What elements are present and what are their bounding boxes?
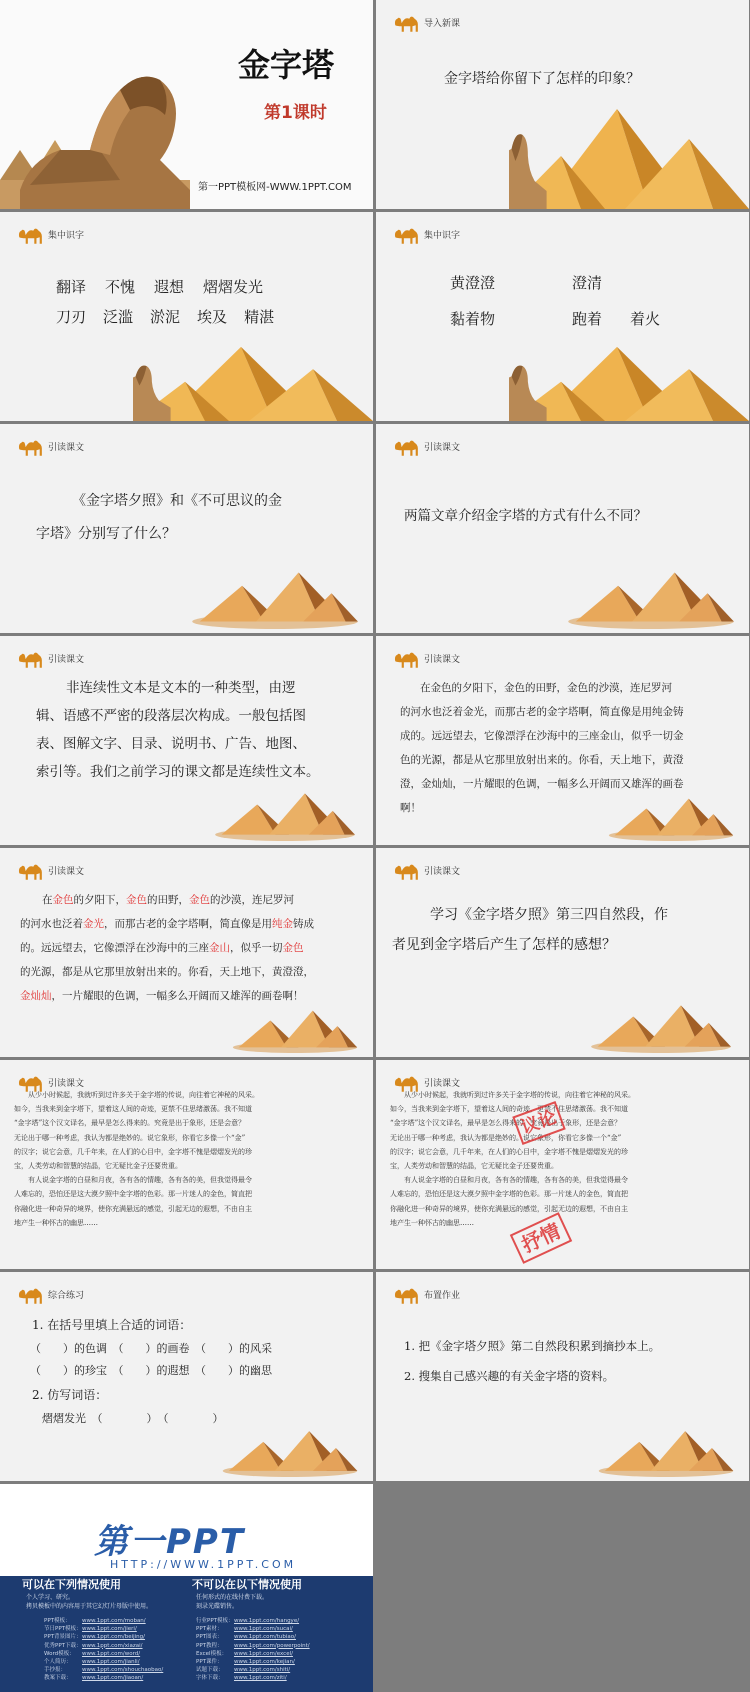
paragraph-line: 非连续性文本是文本的一种类型，由逻 bbox=[66, 680, 296, 696]
paragraph-line: 人难忘的，恐怕还是这大漠夕照中金字塔的色彩。那一片迷人的金色，简直把 bbox=[14, 1190, 252, 1199]
forbidden-title: 不可以在以下情况使用 bbox=[192, 1578, 302, 1591]
link-label: Excel模板： bbox=[196, 1650, 228, 1657]
allowed-title: 可以在下列情况使用 bbox=[22, 1578, 121, 1591]
site-link[interactable] bbox=[44, 1658, 163, 1666]
paragraph-line: 索引等。我们之前学习的课文都是连续性文本。 bbox=[36, 764, 320, 780]
link-label: PPT图表： bbox=[196, 1634, 223, 1641]
highlight: 金山 bbox=[209, 942, 230, 954]
slide-reading-1[interactable] bbox=[0, 424, 373, 633]
link-label: 字体下载： bbox=[196, 1675, 224, 1682]
link-url[interactable]: www.1ppt.com/kejian/ bbox=[234, 1659, 295, 1666]
word-row-1 bbox=[56, 276, 263, 297]
slide-reading-2[interactable] bbox=[376, 424, 749, 633]
paragraph-line: 人难忘的，恐怕还是这大漠夕照中金字塔的色彩。那一片迷人的金色，简直把 bbox=[390, 1190, 628, 1199]
word: 着火 bbox=[630, 310, 661, 328]
link-url[interactable]: www.1ppt.com/moban/ bbox=[82, 1618, 146, 1624]
pyramids-image bbox=[185, 565, 365, 629]
link-label: PPT模板： bbox=[44, 1618, 71, 1624]
pyramids-image bbox=[591, 1425, 741, 1477]
site-link[interactable] bbox=[196, 1674, 310, 1682]
camel-icon bbox=[16, 222, 44, 246]
site-link[interactable] bbox=[44, 1642, 163, 1650]
stamp-text: 议论 bbox=[518, 1106, 560, 1139]
highlight: 金色 bbox=[282, 942, 304, 954]
site-link[interactable] bbox=[196, 1650, 310, 1658]
question-line: 者见到金字塔后产生了怎样的感想？ bbox=[392, 937, 616, 953]
slide-reading-4[interactable] bbox=[376, 636, 749, 845]
slide-exercise[interactable] bbox=[0, 1272, 373, 1481]
word-row-2 bbox=[56, 306, 274, 327]
text: ，似乎一切 bbox=[230, 942, 283, 954]
camel-icon bbox=[16, 646, 44, 670]
question-line: 学习《金字塔夕照》第三四自然段，作 bbox=[430, 907, 668, 923]
paragraph-line: 无论出于哪一种考虑，我认为都是绝妙的。说它象形，你看它多像一个“金” bbox=[390, 1133, 622, 1142]
camel-icon bbox=[392, 858, 420, 882]
word: 遐想 bbox=[154, 278, 185, 296]
slide-ad[interactable] bbox=[0, 1484, 373, 1692]
logo-url[interactable]: HTTP://WWW.1PPT.COM bbox=[110, 1558, 297, 1571]
cover-title: 金字塔 bbox=[238, 46, 335, 84]
link-label: PPT素材： bbox=[196, 1626, 223, 1633]
link-url[interactable]: www.1ppt.com/beijing/ bbox=[82, 1634, 146, 1641]
word: 泛滥 bbox=[103, 308, 134, 326]
text: 的沙漠，连尼罗河 bbox=[210, 894, 294, 906]
camel-icon bbox=[16, 434, 44, 458]
link-url[interactable]: www.1ppt.com/sucai/ bbox=[234, 1626, 293, 1633]
camel-icon bbox=[16, 1282, 44, 1306]
highlight: 金光 bbox=[83, 918, 104, 930]
link-url[interactable]: www.1ppt.com/word/ bbox=[82, 1650, 141, 1657]
section-label: 引读课文 bbox=[424, 867, 461, 877]
link-label: 个人简历： bbox=[44, 1659, 72, 1666]
paragraph-line: 如今，当我来到金字塔下，望着这人间的奇迹，更禁不住思绪激荡。我不知道 bbox=[14, 1105, 252, 1114]
slide-words-1[interactable] bbox=[0, 212, 373, 421]
link-label: PPT教程： bbox=[196, 1642, 223, 1649]
paragraph-line: 你融化进一种奇异的境界，使你充满悬远的感觉，引起无边的遐想，不由自主 bbox=[14, 1204, 252, 1213]
homework-item: 2. 搜集自己感兴趣的有关金字塔的资料。 bbox=[404, 1369, 615, 1383]
highlight: 金灿灿 bbox=[20, 990, 52, 1002]
link-url[interactable]: www.1ppt.com/jiaoan/ bbox=[82, 1675, 144, 1682]
paragraph-line: 澄，金灿灿，一片耀眼的色调，一幅多么开阔而又雄浑的画卷 bbox=[400, 778, 684, 790]
exercise-row: （ ）的色调 （ ）的画卷 （ ）的风采 bbox=[30, 1342, 272, 1355]
exercise-q2: 2. 仿写词语： bbox=[32, 1388, 108, 1402]
site-link[interactable] bbox=[196, 1625, 310, 1633]
paragraph-line: 的汉字；说它会意，几千年来，在人们的心目中，金字塔不愧是熠熠发光的珍 bbox=[390, 1147, 628, 1156]
pyramids-sphinx-image bbox=[133, 341, 373, 421]
text: ，一片耀眼的色调，一幅多么开阔而又雄浑的画卷啊！ bbox=[51, 990, 304, 1002]
paragraph-line: 地产生一种怀古的幽思…… bbox=[390, 1218, 474, 1227]
link-label: Word模板： bbox=[44, 1650, 75, 1657]
text: 铸成 bbox=[293, 918, 314, 930]
link-label: 教案下载： bbox=[44, 1675, 72, 1682]
paragraph-line: 你融化进一种奇异的境界，使你充满悬远的感觉，引起无边的遐想，不由自主 bbox=[390, 1204, 628, 1213]
camel-icon bbox=[392, 434, 420, 458]
logo: 第一PPT bbox=[94, 1522, 246, 1562]
section-label: 引读课文 bbox=[424, 1079, 461, 1089]
text: 在 bbox=[42, 894, 53, 906]
link-url[interactable]: www.1ppt.com/hangye/ bbox=[234, 1618, 300, 1624]
section-label: 引读课文 bbox=[424, 443, 461, 453]
pyramids-image bbox=[215, 1425, 365, 1477]
word: 熠熠发光 bbox=[203, 278, 264, 296]
section-label: 综合练习 bbox=[48, 1291, 85, 1301]
text: 的。远远望去，它像漂浮在沙海中的三座 bbox=[20, 942, 209, 954]
highlight: 纯金 bbox=[272, 918, 293, 930]
paragraph-line: 的汉字；说它会意，几千年来，在人们的心目中，金字塔不愧是熠熠发光的珍 bbox=[14, 1147, 252, 1156]
paragraph-line: 无论出于哪一种考虑，我认为都是绝妙的。说它象形，你看它多像一个“金” bbox=[14, 1133, 246, 1142]
link-url[interactable]: www.1ppt.com/xiazai/ bbox=[82, 1642, 143, 1649]
section-label: 导入新课 bbox=[424, 19, 461, 29]
paragraph-line: 宝，人类劳动和智慧的结晶，它无疑比金子还要贵重。 bbox=[14, 1162, 182, 1171]
camel-icon bbox=[392, 222, 420, 246]
site-link[interactable] bbox=[44, 1666, 163, 1674]
link-label: 优秀PPT下载： bbox=[44, 1642, 82, 1649]
slide-homework[interactable] bbox=[376, 1272, 749, 1481]
section-label: 引读课文 bbox=[48, 655, 85, 665]
pyramids-sphinx-image bbox=[509, 101, 749, 209]
paragraph-line: 的河水也泛着金光，而那古老的金字塔啊，简直像是用纯金铸 bbox=[400, 706, 684, 718]
paragraph-line: 啊！ bbox=[400, 802, 421, 814]
paragraph-line bbox=[20, 888, 314, 912]
camel-icon bbox=[16, 858, 44, 882]
slide-cover[interactable] bbox=[0, 0, 373, 209]
word: 翻译 bbox=[56, 278, 87, 296]
forbidden-item: 任何形式的在线付费下载。 bbox=[196, 1594, 269, 1601]
paragraph-line: 有人说金字塔的白昼和月夜，各有各的情趣，各有各的美，但我觉得最令 bbox=[28, 1176, 252, 1185]
text: 的河水也泛着 bbox=[20, 918, 83, 930]
camel-icon bbox=[392, 1282, 420, 1306]
site-link[interactable] bbox=[44, 1650, 163, 1658]
paragraph-line: 在金色的夕阳下，金色的田野，金色的沙漠，连尼罗河 bbox=[420, 682, 672, 694]
pyramids-image bbox=[225, 1005, 365, 1053]
word: 澄清 bbox=[572, 274, 603, 292]
link-url[interactable]: www.1ppt.com/excel/ bbox=[234, 1650, 293, 1657]
link-label: 试题下载： bbox=[196, 1667, 224, 1674]
text: 的田野， bbox=[147, 894, 189, 906]
section-label: 引读课文 bbox=[48, 867, 85, 877]
link-label: 节日PPT模板： bbox=[44, 1626, 82, 1633]
paragraph-line: 辑、语感不严密的段落层次构成。一般包括图 bbox=[36, 708, 306, 724]
slide-reading-5[interactable] bbox=[0, 848, 373, 1057]
stamp-text: 抒情 bbox=[517, 1218, 565, 1258]
question-text: 两篇文章介绍金字塔的方式有什么不同？ bbox=[404, 508, 647, 524]
site-link[interactable] bbox=[44, 1617, 163, 1625]
exercise-row: （ ）的珍宝 （ ）的遐想 （ ）的幽思 bbox=[30, 1364, 272, 1377]
link-url[interactable]: www.1ppt.com/tubiao/ bbox=[234, 1634, 296, 1641]
highlight: 金色 bbox=[126, 894, 147, 906]
link-url[interactable]: www.1ppt.com/jieri/ bbox=[82, 1626, 137, 1633]
link-url[interactable]: www.1ppt.com/shouchaobao/ bbox=[82, 1667, 164, 1674]
site-link[interactable] bbox=[196, 1658, 310, 1666]
text: ，而那古老的金字塔啊，简直像是用 bbox=[104, 918, 272, 930]
paragraph-line: 从少小时候起，我就听到过许多关于金字塔的传说，向往着它神秘的风采。 bbox=[404, 1091, 635, 1099]
section-label: 集中识字 bbox=[424, 231, 461, 241]
slide-intro[interactable] bbox=[376, 0, 749, 209]
homework-item: 1. 把《金字塔夕照》第二自然段积累到摘抄本上。 bbox=[404, 1339, 661, 1353]
site-link[interactable] bbox=[44, 1674, 163, 1682]
site-link[interactable] bbox=[44, 1625, 163, 1633]
site-link[interactable] bbox=[196, 1617, 310, 1625]
word: 跑着 bbox=[572, 310, 603, 328]
highlight: 金色 bbox=[52, 894, 74, 906]
slide-reading-8[interactable] bbox=[376, 1060, 749, 1269]
site-link[interactable] bbox=[196, 1642, 310, 1650]
cover-lesson: 第1课时 bbox=[264, 103, 327, 123]
link-url[interactable]: www.1ppt.com/shiti/ bbox=[234, 1667, 291, 1674]
paragraph-line: 成的。远远望去，它像漂浮在沙海中的三座金山，似乎一切金 bbox=[400, 730, 684, 742]
site-link[interactable] bbox=[44, 1633, 163, 1641]
paragraph-line: 的光源，都是从它那里放射出来的。你看，天上地下，黄澄澄， bbox=[20, 966, 314, 978]
link-label: PPT课件： bbox=[196, 1659, 223, 1666]
paragraph-line bbox=[20, 912, 314, 936]
allowed-item: 拷贝模板中的内容用于其它幻灯片母版中使用。 bbox=[26, 1603, 153, 1610]
exercise-q1: 1. 在括号里填上合适的词语： bbox=[32, 1318, 192, 1332]
section-label: 布置作业 bbox=[424, 1291, 461, 1301]
highlight: 金色 bbox=[189, 894, 210, 906]
camel-icon bbox=[392, 10, 420, 34]
site-link[interactable] bbox=[196, 1633, 310, 1641]
sphinx-image bbox=[0, 0, 190, 209]
cover-footer: 第一PPT模板网-WWW.1PPT.COM bbox=[198, 182, 352, 193]
paragraph-line: 表、图解文字、目录、说明书、广告、地图、 bbox=[36, 736, 306, 752]
paragraph-line: 色的光源，都是从它那里放射出来的。你看，天上地下，黄澄 bbox=[400, 754, 684, 766]
word: 刀刃 bbox=[56, 308, 87, 326]
link-url[interactable]: www.1ppt.com/ziti/ bbox=[234, 1675, 287, 1682]
word: 黄澄澄 bbox=[450, 274, 496, 292]
section-label: 引读课文 bbox=[48, 1079, 85, 1089]
site-link[interactable] bbox=[196, 1666, 310, 1674]
question-line: 字塔》分别写了什么？ bbox=[36, 526, 176, 542]
word: 精湛 bbox=[244, 308, 275, 326]
paragraph-line bbox=[20, 936, 314, 960]
paragraph-line: 地产生一种怀古的幽思…… bbox=[14, 1218, 98, 1227]
word: 淤泥 bbox=[150, 308, 181, 326]
paragraph-line: “金字塔”这个汉文译名，最早是怎么得来的。究竟是出于象形，还是会意？ bbox=[14, 1119, 246, 1128]
slide-words-2[interactable] bbox=[376, 212, 749, 421]
slide-reading-7[interactable] bbox=[0, 1060, 373, 1269]
link-label: 行业PPT模板： bbox=[196, 1618, 234, 1624]
pyramids-image bbox=[601, 793, 741, 841]
pyramids-sphinx-image bbox=[509, 341, 749, 421]
question-line: 《金字塔夕照》和《不可思议的金 bbox=[72, 493, 282, 509]
paragraph-line: 从少小时候起，我就听到过许多关于金字塔的传说，向往着它神秘的风采。 bbox=[28, 1091, 259, 1099]
slide-reading-3[interactable] bbox=[0, 636, 373, 845]
link-url[interactable]: www.1ppt.com/powerpoint/ bbox=[234, 1642, 310, 1649]
paragraph-line: 如今，当我来到金字塔下，望着这人间的奇迹，更禁不住思绪激荡。我不知道 bbox=[390, 1105, 628, 1114]
camel-icon bbox=[392, 646, 420, 670]
allowed-item: 个人学习、研究。 bbox=[26, 1594, 75, 1601]
link-label: PPT背景图片： bbox=[44, 1634, 82, 1641]
paragraph-line: “金字塔”这个汉文译名，最早是怎么得来的。究竟是出于象形，还是会意？ bbox=[390, 1119, 622, 1128]
section-label: 引读课文 bbox=[424, 655, 461, 665]
pyramids-image bbox=[561, 565, 741, 629]
link-url[interactable]: www.1ppt.com/jianli/ bbox=[82, 1659, 140, 1666]
text: 的夕阳下， bbox=[73, 894, 126, 906]
exercise-row: 熠熠发光 （ ） （ ） bbox=[42, 1412, 224, 1425]
pyramids-image bbox=[581, 999, 741, 1053]
word: 黏着物 bbox=[450, 310, 496, 328]
word: 不愧 bbox=[105, 278, 136, 296]
pyramids-image bbox=[205, 787, 365, 841]
word: 埃及 bbox=[197, 308, 228, 326]
link-label: 手抄报： bbox=[44, 1667, 67, 1674]
paragraph-line: 有人说金字塔的白昼和月夜，各有各的情趣，各有各的美，但我觉得最令 bbox=[404, 1176, 628, 1185]
slide-reading-6[interactable] bbox=[376, 848, 749, 1057]
section-label: 引读课文 bbox=[48, 443, 85, 453]
paragraph-line: 宝，人类劳动和智慧的结晶，它无疑比金子还要贵重。 bbox=[390, 1162, 558, 1171]
forbidden-item: 刻录光碟销售。 bbox=[196, 1603, 239, 1610]
intro-question: 金字塔给你留下了怎样的印象？ bbox=[444, 71, 640, 87]
section-label: 集中识字 bbox=[48, 231, 85, 241]
